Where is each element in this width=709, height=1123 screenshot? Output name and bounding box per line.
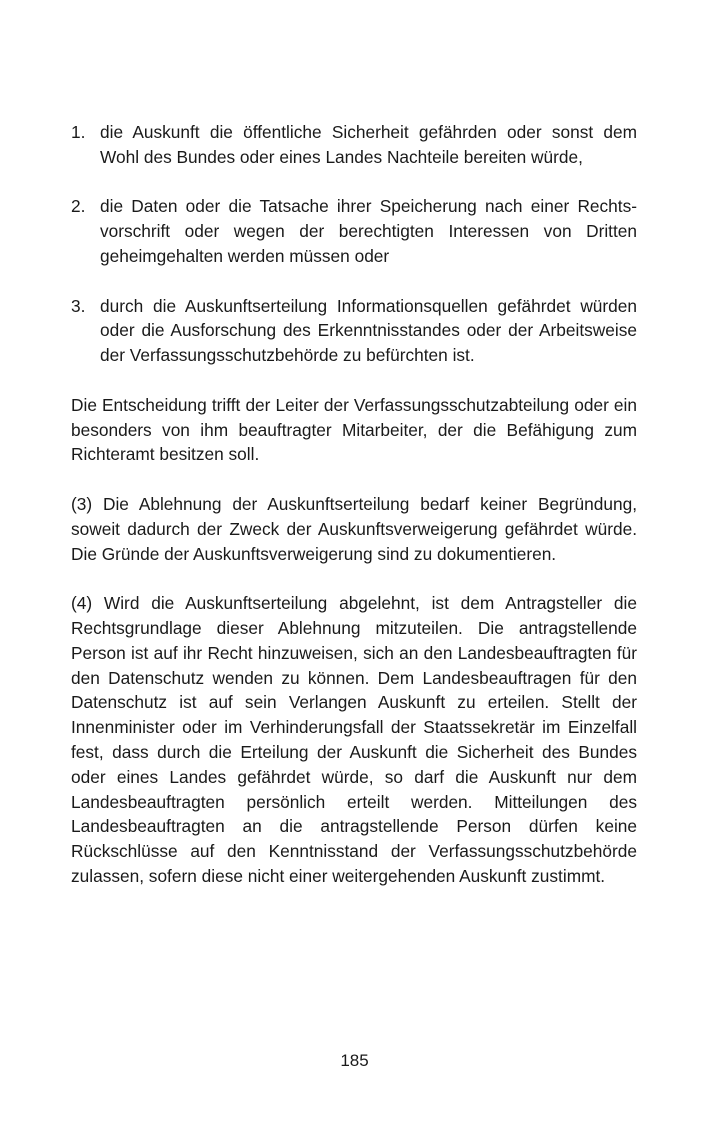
list-item-text: die Auskunft die öffentliche Sicherheit gefährden oder sonst dem Wohl des Bundes oder eines Landes Nachteile bereiten würde,: [100, 122, 637, 167]
list-item-number: 1.: [71, 122, 86, 142]
list-item: [71, 294, 637, 368]
list-item-number: 3.: [71, 295, 86, 316]
page-body: [71, 120, 637, 914]
paragraph-4: (4) Wird die Auskunftserteilung abgelehnt, ist dem Antragsteller die Rechtsgrundlage dieser Ablehnung mitzuteilen. Die antragstellende Person ist auf ihr Recht hinzuweisen, sich an den Landesbeauftragten für den Datenschutz wenden zu können. Dem Landesbeauftragen für den Datenschutz ist auf sein Verlangen Auskunft zu erteilen. Stellt der Innenminister oder im Verhinderungsfall der Staatssekretär im Einzelfall fest, dass durch die Erteilung der Auskunft die Sicherheit des Bundes oder eines Landes gefährdet würde, so darf die Auskunft nur dem Landesbeauftragten persönlich erteilt werden. Mitteilungen des Landesbeauftragten an die antragstellende Person dürfen keine Rückschlüsse auf den Kenntnisstand der Verfassungsschutzbehörde zulassen, sofern diese nicht einer weitergehenden Auskunft zustimmt.: [71, 593, 637, 886]
paragraph-3: (3) Die Ablehnung der Auskunftserteilung bedarf keiner Begründung, soweit dadurch der Zweck der Auskunftsverweigerung gefährdet würde. Die Gründe der Auskunftsverweigerung sind zu dokumentieren.: [71, 493, 637, 564]
numbered-list: [71, 120, 637, 368]
page-number: 185: [340, 1051, 369, 1070]
list-item: [71, 120, 637, 170]
list-item: [71, 194, 637, 268]
list-item-text: die Daten oder die Tatsache ihrer Speicherung nach einer Rechtsvorschrift oder wegen der berechtigten Interessen von Dritten geheimgehalten werden müssen oder: [100, 196, 637, 266]
paragraph-decision: Die Entscheidung trifft der Leiter der Verfassungsschutzabteilung oder ein besonders von ihm beauftragter Mitarbeiter, der die Befähigung zum Richteramt besitzen soll.: [71, 394, 637, 465]
list-item-number: 2.: [71, 196, 86, 217]
list-item-text: durch die Auskunftserteilung Informationsquellen gefährdet würden oder die Ausforschung des Erkenntnisstandes oder der Arbeitsweise der Verfassungsschutzbehörde zu befürchten ist.: [100, 295, 637, 366]
